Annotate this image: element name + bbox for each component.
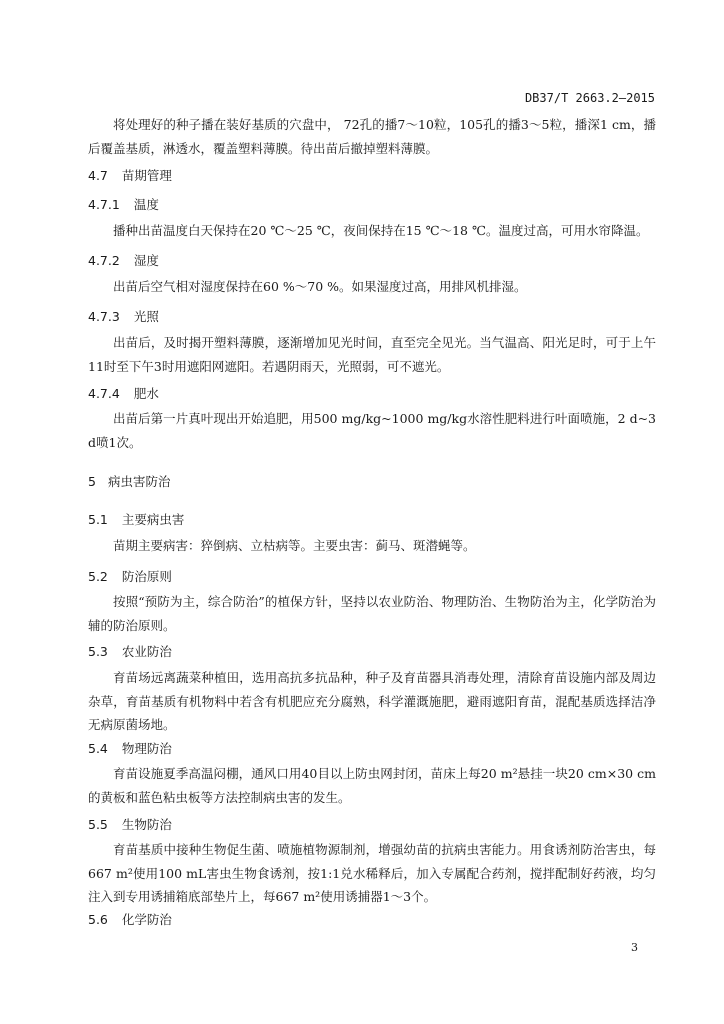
heading-title: 苗期管理 <box>121 168 172 183</box>
paragraph-biological: 育苗基质中接种生物促生菌、喷施植物源制剂，增强幼苗的抗病虫害能力。用食诱剂防治害虫，每667 m²使用100 mL害虫生物食诱剂，按1:1兑水稀释后，加入专属配合药剂，搅拌配制好药液，均匀注入到专用诱捕箱底部垫片上，每667 m²使用诱捕器1～3个。 <box>88 842 656 904</box>
heading-4-7-3 <box>88 307 656 325</box>
heading-number: 5.4 <box>88 741 108 756</box>
heading-title: 物理防治 <box>121 741 172 756</box>
heading-title: 光照 <box>133 309 159 324</box>
heading-number: 5.3 <box>88 644 108 659</box>
heading-5-5 <box>88 815 656 833</box>
heading-4-7 <box>88 166 656 184</box>
paragraph-temperature: 播种出苗温度白天保持在20 ℃～25 ℃，夜间保持在15 ℃～18 ℃。温度过高，可用水帘降温。 <box>113 223 649 238</box>
heading-5 <box>88 472 656 490</box>
heading-5-3 <box>88 642 656 660</box>
heading-title: 肥水 <box>133 386 159 401</box>
heading-4-7-4 <box>88 384 656 402</box>
heading-number: 4.7.3 <box>88 309 120 324</box>
standard-code: DB37/T 2663.2—2015 <box>524 91 655 105</box>
paragraph-main-pests: 苗期主要病害：猝倒病、立枯病等。主要虫害：蓟马、斑潜蝇等。 <box>113 538 476 553</box>
heading-number: 4.7 <box>88 168 108 183</box>
heading-4-7-2 <box>88 251 656 269</box>
paragraph-agricultural: 育苗场远离蔬菜种植田，选用高抗多抗品种，种子及育苗器具消毒处理，清除育苗设施内部及周边杂草，育苗基质有机物料中若含有机肥应充分腐熟，科学灌溉施肥，避雨遮阳育苗，混配基质选择洁净无病原菌场地。 <box>88 670 656 732</box>
heading-title: 化学防治 <box>121 912 172 927</box>
heading-number: 5 <box>88 474 96 489</box>
heading-5-2 <box>88 567 656 585</box>
heading-number: 4.7.4 <box>88 386 120 401</box>
heading-title: 温度 <box>133 197 159 212</box>
heading-number: 4.7.1 <box>88 197 120 212</box>
page-number: 3 <box>631 941 638 954</box>
heading-title: 农业防治 <box>121 644 172 659</box>
paragraph-fertilizer: 出苗后第一片真叶现出开始追肥，用500 mg/kg~1000 mg/kg水溶性肥料进行叶面喷施，2 d~3 d喷1次。 <box>88 411 656 450</box>
heading-5-6 <box>88 910 656 928</box>
heading-title: 防治原则 <box>121 569 172 584</box>
paragraph-physical: 育苗设施夏季高温闷棚，通风口用40目以上防虫网封闭，苗床上每20 m²悬挂一块20 cm×30 cm的黄板和蓝色粘虫板等方法控制病虫害的发生。 <box>88 766 656 805</box>
heading-number: 5.1 <box>88 512 108 527</box>
heading-number: 4.7.2 <box>88 253 120 268</box>
paragraph-lighting: 出苗后，及时揭开塑料薄膜，逐渐增加见光时间，直至完全见光。当气温高、阳光足时，可于上午11时至下午3时用遮阳网遮阳。若遇阴雨天，光照弱，可不遮光。 <box>88 335 656 374</box>
heading-number: 5.5 <box>88 817 108 832</box>
heading-4-7-1 <box>88 195 656 213</box>
heading-number: 5.6 <box>88 912 108 927</box>
heading-5-1 <box>88 510 656 528</box>
paragraph-principles: 按照“预防为主，综合防治”的植保方针，坚持以农业防治、物理防治、生物防治为主，化学防治为辅的防治原则。 <box>88 594 656 633</box>
heading-title: 湿度 <box>133 253 159 268</box>
heading-title: 主要病虫害 <box>121 512 185 527</box>
paragraph-humidity: 出苗后空气相对湿度保持在60 %～70 %。如果湿度过高，用排风机排湿。 <box>113 279 527 294</box>
paragraph-sowing: 将处理好的种子播在装好基质的穴盘中， 72孔的播7～10粒，105孔的播3～5粒，播深1 cm，播后覆盖基质，淋透水，覆盖塑料薄膜。待出苗后撤掉塑料薄膜。 <box>88 117 656 156</box>
heading-title: 病虫害防治 <box>107 474 171 489</box>
heading-number: 5.2 <box>88 569 108 584</box>
heading-title: 生物防治 <box>121 817 172 832</box>
heading-5-4 <box>88 739 656 757</box>
